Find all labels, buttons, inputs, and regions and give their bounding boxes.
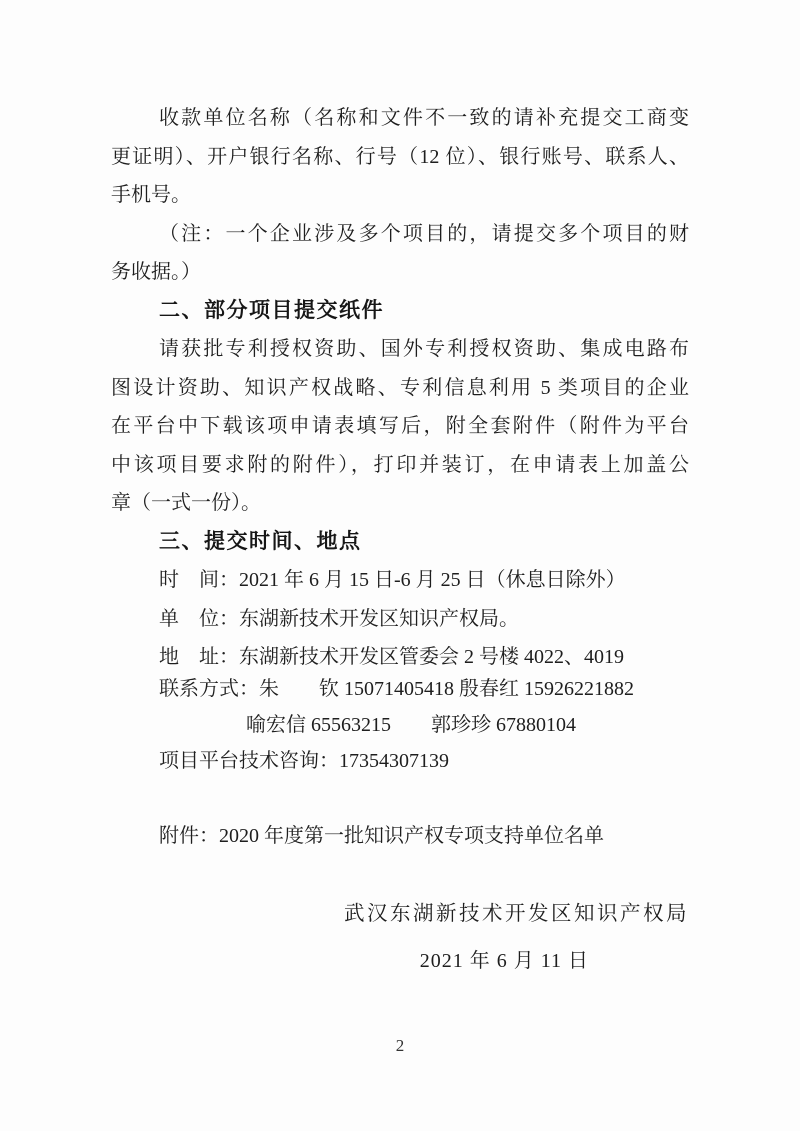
issuer-signature: 武汉东湖新技术开发区知识产权局: [344, 903, 689, 925]
section-2-line-1: 请获批专利授权资助、国外专利授权资助、集成电路布: [159, 338, 689, 360]
submission-time-line: 时 间：2021 年 6 月 15 日-6 月 25 日（休息日除外）: [159, 569, 626, 591]
attachment-line: 附件：2020 年度第一批知识产权专项支持单位名单: [159, 824, 604, 847]
para-receipt-line-1: 收款单位名称（名称和文件不一致的请补充提交工商变: [159, 107, 689, 129]
para-receipt-line-3: 手机号。: [111, 184, 191, 206]
section-3-heading: 三、提交时间、地点: [159, 529, 362, 553]
document-body: [111, 99, 689, 980]
section-2-line-3: 在平台中下载该项申请表填写后，附全套附件（附件为平台: [111, 415, 689, 437]
submission-address-line: 地 址：东湖新技术开发区管委会 2 号楼 4022、4019: [159, 646, 624, 668]
section-2-line-4: 中该项目要求附的附件），打印并装订，在申请表上加盖公: [111, 453, 689, 476]
page-number: 2: [395, 1036, 405, 1055]
contact-line-1: 联系方式：朱 钦 15071405418 殷春红 15926221882: [159, 677, 634, 700]
tech-support-line: 项目平台技术咨询：17354307139: [159, 749, 449, 772]
section-2-line-2: 图设计资助、知识产权战略、专利信息利用 5 类项目的企业: [111, 376, 689, 399]
submission-unit-line: 单 位：东湖新技术开发区知识产权局。: [159, 607, 519, 630]
contact-line-2: 喻宏信 65563215 郭珍珍 67880104: [246, 713, 576, 736]
para-receipt-line-2: 更证明）、开户银行名称、行号（12 位）、银行账号、联系人、: [111, 145, 689, 168]
para-note-line-2: 务收据。）: [111, 261, 201, 283]
section-2-line-5: 章（一式一份）。: [111, 492, 261, 514]
para-note-line-1: （注：一个企业涉及多个项目的，请提交多个项目的财: [159, 222, 689, 245]
issue-date: 2021 年 6 月 11 日: [419, 949, 589, 972]
section-2-heading: 二、部分项目提交纸件: [159, 298, 384, 322]
